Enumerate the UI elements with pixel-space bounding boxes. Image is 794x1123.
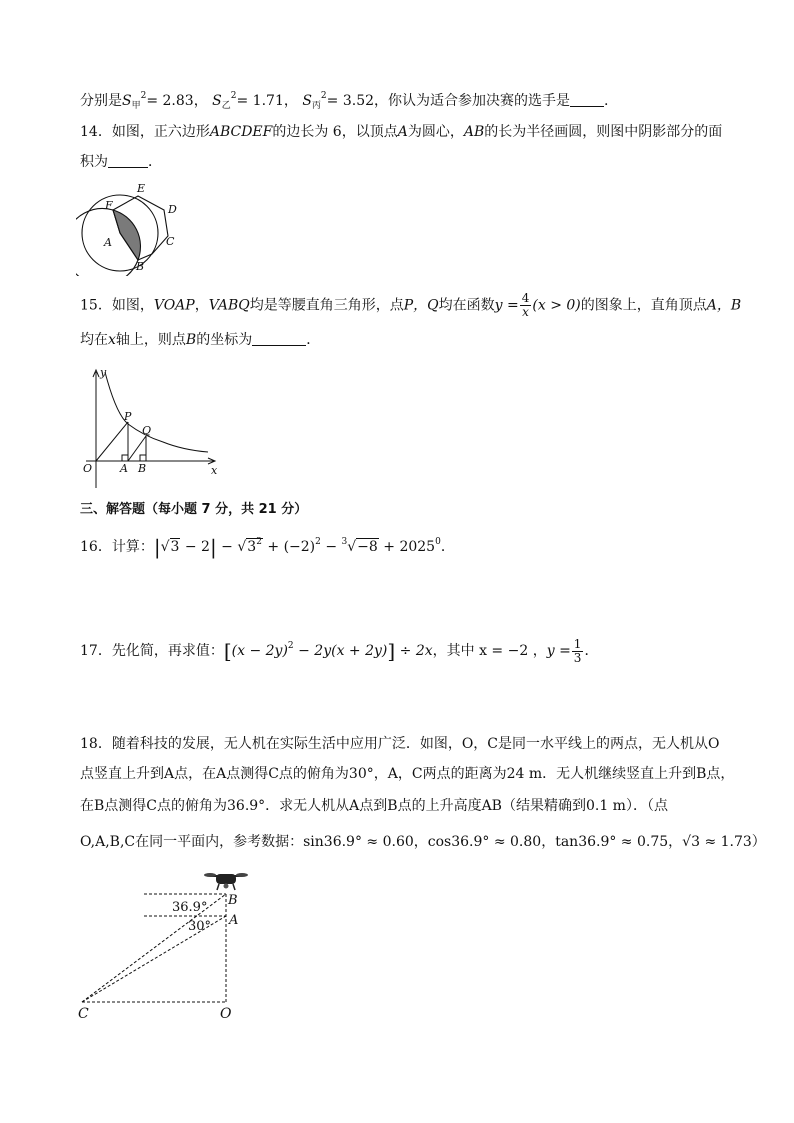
- q15-sep: ，: [194, 297, 209, 314]
- q14-text2: 的边长为 6，以顶点: [272, 124, 398, 140]
- q15-end: ．: [306, 332, 321, 348]
- q15-text5: 均在: [80, 332, 108, 348]
- q17-label: 先化简，再求值：: [111, 643, 224, 659]
- q16-abs-open: |: [153, 535, 161, 559]
- q16-line: 16．计算：$|√3 - 2| - √3^2 + (-2)^2 - ^3√-8 + 2025^0$．: [80, 535, 455, 559]
- s-bing-value: = 3.52: [326, 93, 375, 109]
- label-O: O: [220, 1006, 232, 1022]
- q16-minus2: − 2: [180, 539, 210, 555]
- q17-line: 17．先化简，再求值：$[(x - 2y)^2 - 2y(x + 2y)] \div 2x$，其中 x = −2 ，y = $\frac{1}{3}$ ．: [80, 636, 599, 665]
- angle-30: 30°: [188, 919, 212, 934]
- q16-t3sup: 2: [315, 537, 321, 547]
- q16-label: 计算：: [111, 539, 154, 555]
- q15-text1: 如图，: [111, 297, 154, 314]
- q18-line1: [80, 734, 720, 754]
- q15-tri1: VOAP: [153, 297, 195, 314]
- q16-t5: + 2025: [378, 539, 436, 555]
- label-C: C: [78, 1006, 89, 1022]
- q14-text5: 积为: [80, 154, 108, 170]
- q16-sqrt3: 3: [170, 539, 180, 555]
- q17-expr: (x − 2y): [231, 643, 288, 659]
- shaded-sector: [113, 210, 140, 260]
- q16-sqrt3sq: 3: [247, 539, 257, 555]
- q18-number: 18．: [80, 736, 112, 752]
- q17-number: 17．: [80, 643, 112, 659]
- q15-line1: [80, 292, 741, 319]
- q16-t2: −: [216, 539, 238, 555]
- q16-abs-close: |: [209, 535, 217, 559]
- s-jia-label: S: [122, 93, 132, 109]
- q17-fraction: [572, 638, 584, 665]
- q15-function-figure: [78, 364, 228, 494]
- q14-text3: 为圆心，: [407, 124, 464, 140]
- q15-text2: 均是等腰直角三角形，点: [249, 297, 404, 314]
- label-B: B: [228, 893, 238, 908]
- q15-tri2: VABQ: [208, 297, 250, 314]
- q18-line4: O,A,B,C在同一平面内，参考数据：sin36.9° ≈ 0.60，cos36.9° ≈ 0.80，tan36.9° ≈ 0.75，√3 ≈ 1.73）: [80, 834, 766, 850]
- q16-number: 16．: [80, 539, 112, 555]
- q15-answer-blank: [252, 331, 306, 346]
- q18-line3: 在B点测得C点的俯角为36.9°．求无人机从A点到B点的上升高度AB（结果精确到0.1 m）．（点: [80, 798, 668, 814]
- q16-cuberoot: −8: [357, 539, 378, 555]
- q15-pointB: B: [185, 332, 197, 348]
- q13-prefix: 分别是: [80, 93, 122, 109]
- s-yi-label: S: [212, 93, 222, 109]
- q18-drone-figure: [74, 868, 254, 1028]
- label-B: B: [138, 462, 147, 475]
- q15-vertices: A，B: [706, 297, 742, 314]
- q16-sqrt-sq: [246, 538, 263, 555]
- q15-number: 15．: [80, 297, 112, 314]
- q15-axis: x: [108, 332, 116, 348]
- label-O: O: [83, 462, 93, 475]
- q14-radius: AB: [463, 124, 485, 140]
- q15-fraction: [520, 292, 532, 319]
- q16-t2sup: 2: [256, 537, 262, 547]
- s-yi-sub: 乙: [221, 101, 231, 111]
- label-A: A: [120, 462, 128, 475]
- q14-hexagon: ABCDEF: [209, 124, 273, 140]
- q14-vertex: A: [397, 124, 408, 140]
- label-F: F: [105, 199, 113, 212]
- q14-line2: [80, 152, 162, 172]
- label-C: C: [166, 235, 175, 248]
- q17-frac-num: 1: [573, 636, 582, 651]
- q17-expr-sup: 2: [287, 641, 294, 651]
- q15-line2: [80, 330, 320, 350]
- q15-func-y: y =: [494, 297, 519, 314]
- label-E: E: [137, 182, 146, 195]
- q17-cond1: ，其中 x = −2 ，: [432, 643, 547, 659]
- q17-expr2: − 2y(x + 2y): [293, 643, 388, 659]
- s-yi-value: = 1.71: [236, 93, 284, 109]
- q17-div: ÷ 2x: [395, 643, 433, 659]
- q15-domain: (x > 0): [532, 297, 581, 314]
- s-jia-sub: 甲: [131, 101, 141, 111]
- q13-end: .: [604, 93, 609, 109]
- q16-t3: + (−2): [262, 539, 316, 555]
- q17-end: ．: [584, 643, 599, 659]
- q14-hexagon-circle-figure: [76, 178, 196, 276]
- q16-t4: −: [320, 539, 342, 555]
- q16-t5sup: 0: [435, 537, 441, 547]
- q14-text4: 的长为半径画圆，则图中阴影部分的面: [484, 124, 723, 140]
- q15-text4: 的图象上，直角顶点: [580, 297, 707, 314]
- q18-line2: 点竖直上升到A点，在A点测得C点的俯角为30°，A，C两点的距离为24 m．无人机继续竖直上升到B点，: [80, 766, 735, 782]
- q13-answer-blank: [570, 92, 604, 107]
- curve-y-4-over-x: [105, 372, 208, 452]
- right-angle-A: [122, 455, 128, 461]
- q15-text7: 的坐标为: [196, 332, 253, 348]
- label-x: x: [211, 464, 218, 477]
- s-jia-value: = 2.83: [146, 93, 194, 109]
- q15-text6: 轴上，则点: [115, 332, 186, 348]
- q18-text1: 随着科技的发展，无人机在实际生活中应用广泛．如图，O，C是同一水平线上的两点，无人机从O: [111, 736, 720, 752]
- angle-36-9: 36.9°: [172, 900, 208, 915]
- q16-end: ．: [440, 539, 455, 555]
- label-D: D: [168, 203, 177, 216]
- q15-points: P，Q: [403, 297, 439, 314]
- q14-end: ．: [148, 154, 162, 170]
- q13-tail-line: 分别是$S_甲^2= 2.83$， $S_乙^2= 1.71$， $S_丙^2= 3.52$，你认为适合参加决赛的选手是 .: [80, 91, 609, 111]
- q14-text1: 如图，正六边形: [111, 124, 210, 140]
- s-bing-label: S: [302, 93, 312, 109]
- label-y: y: [100, 366, 107, 379]
- label-P: P: [124, 410, 132, 423]
- label-Q: Q: [142, 424, 152, 437]
- q17-cond2: y =: [546, 643, 571, 659]
- segment-AQ: [128, 436, 146, 461]
- q14-line1: [80, 122, 722, 142]
- s-bing-sub: 丙: [311, 101, 321, 111]
- section3-heading: 三、解答题（每小题 7 分，共 21 分）: [80, 502, 308, 517]
- q14-answer-blank: [108, 153, 148, 168]
- drone-icon: [204, 873, 248, 890]
- label-A: A: [104, 236, 112, 249]
- label-A: A: [229, 913, 239, 928]
- q16-cuberoot-idx: 3: [341, 537, 348, 547]
- label-B: B: [136, 260, 145, 273]
- right-angle-B: [140, 455, 146, 461]
- q14-number: 14．: [80, 124, 112, 140]
- q17-frac-den: 3: [573, 650, 582, 665]
- q13-suffix: ，你认为适合参加决赛的选手是: [374, 93, 571, 109]
- q15-frac-den: x: [522, 305, 529, 319]
- q15-frac-num: 4: [521, 291, 530, 305]
- q15-text3: 均在函数: [438, 297, 495, 314]
